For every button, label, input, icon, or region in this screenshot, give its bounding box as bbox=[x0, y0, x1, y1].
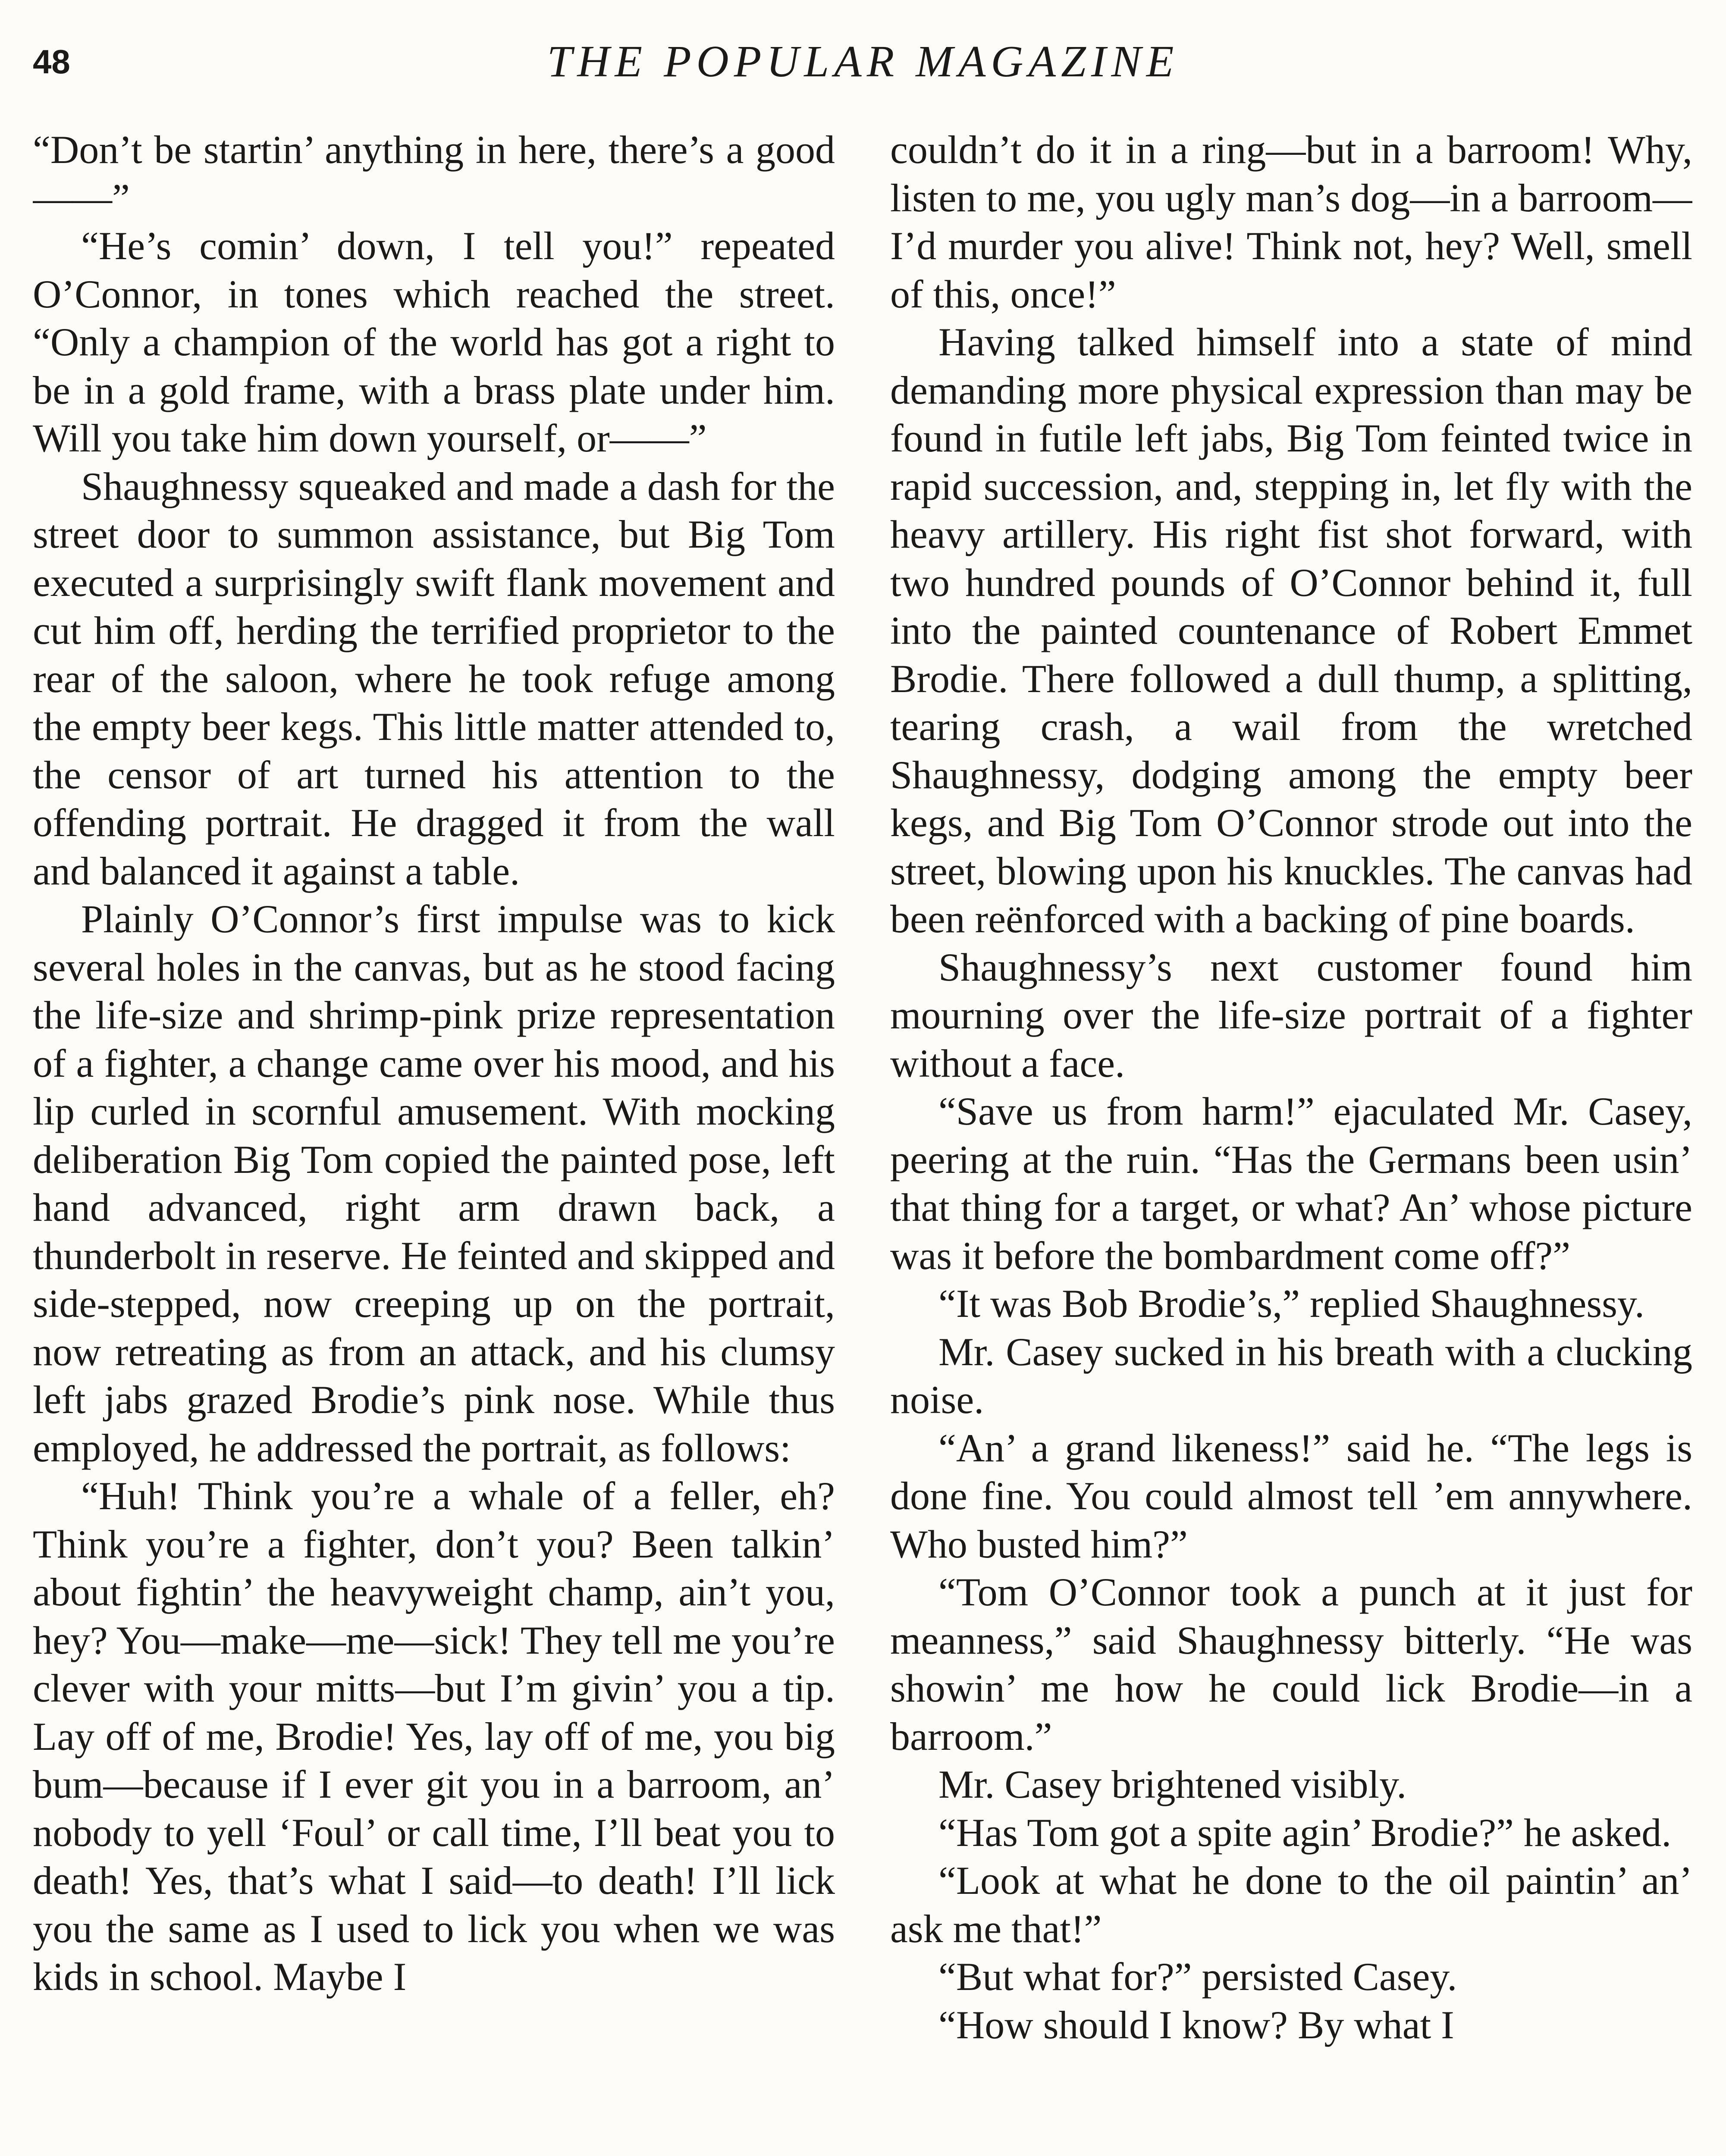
paragraph: Mr. Casey sucked in his breath with a clucking noise. bbox=[890, 1329, 1692, 1422]
paragraph: Having talked himself into a state of mind demanding more physical expression than may be found in futile left jabs, Big Tom feinted twice in rapid succession, and, stepping in, let fly with the heavy artillery. His right fist shot forward, with two hundred pounds of O’Connor behind it, full into the painted countenance of Robert Emmet Brodie. There followed a dull thump, a splitting, tearing crash, a wail from the wretched Shaughnessy, dodging among the empty beer kegs, and Big Tom O’Connor strode out into the street, blowing upon his knuckles. The canvas had been reënforced with a backing of pine boards. bbox=[890, 320, 1692, 941]
running-title: THE POPULAR MAGAZINE bbox=[547, 37, 1179, 86]
paragraph: “Don’t be startin’ anything in here, there’s a good——” bbox=[33, 128, 835, 220]
paragraph: “Has Tom got a spite agin’ Brodie?” he asked. bbox=[938, 1810, 1672, 1855]
paragraph: Shaughnessy’s next customer found him mourning over the life-size portrait of a fighter without a face. bbox=[890, 945, 1692, 1085]
paragraph: “But what for?” persisted Casey. bbox=[938, 1955, 1457, 1999]
right-text-column bbox=[890, 126, 1692, 2156]
paragraph: Plainly O’Connor’s first impulse was to kick several holes in the canvas, but as he stood facing the life-size and shrimp-pink prize representation of a fighter, a change came over his mood, and his lip curled in scornful amusement. With mocking deliberation Big Tom copied the painted pose, left hand advanced, right arm drawn back, a thunderbolt in reserve. He feinted and skipped and side-stepped, now creeping up on the portrait, now retreating as from an attack, and his clumsy left jabs grazed Brodie’s pink nose. While thus employed, he addressed the portrait, as follows: bbox=[33, 897, 835, 1470]
paragraph: “Huh! Think you’re a whale of a feller, eh? Think you’re a fighter, don’t you? Been talkin’ about fightin’ the heavyweight champ, ain’t you, hey? You—make—me—sick! They tell me you’re clever with your mitts—but I’m givin’ you a tip. Lay off of me, Brodie! Yes, lay off of me, you big bum—because if I ever git you in a barroom, an’ nobody to yell ‘Foul’ or call time, I’ll beat you to death! Yes, that’s what I said—to death! I’ll lick you the same as I used to lick you when we was kids in school. Maybe I bbox=[33, 1474, 835, 1999]
paragraph: “Save us from harm!” ejaculated Mr. Casey, peering at the ruin. “Has the Germans been usin’ that thing for a target, or what? An’ whose picture was it before the bombardment come off?” bbox=[890, 1089, 1692, 1278]
paragraph: Shaughnessy squeaked and made a dash for the street door to summon assistance, but Big Tom executed a surprisingly swift flank movement and cut him off, herding the terrified proprietor to the rear of the saloon, where he took refuge among the empty beer kegs. This little matter attended to, the censor of art turned his attention to the offending portrait. He dragged it from the wall and balanced it against a table. bbox=[33, 464, 835, 893]
paragraph: “How should I know? By what I bbox=[938, 2002, 1454, 2047]
paragraph: Mr. Casey brightened visibly. bbox=[938, 1762, 1407, 1806]
paragraph: couldn’t do it in a ring—but in a barroom! Why, listen to me, you ugly man’s dog—in a barroom—I’d murder you alive! Think not, hey? Well, smell of this, once!” bbox=[890, 128, 1692, 316]
paragraph: “Look at what he done to the oil paintin’ an’ ask me that!” bbox=[890, 1858, 1692, 1951]
page-header bbox=[33, 38, 1693, 98]
left-text-column bbox=[33, 126, 835, 2156]
paragraph: “He’s comin’ down, I tell you!” repeated O’Connor, in tones which reached the street. “Only a champion of the world has got a right to be in a gold frame, with a brass plate under him. Will you take him down yourself, or——” bbox=[33, 224, 835, 460]
paragraph: “Tom O’Connor took a punch at it just for meanness,” said Shaughnessy bitterly. “He was showin’ me how he could lick Brodie—in a barroom.” bbox=[890, 1570, 1692, 1758]
paragraph: “An’ a grand likeness!” said he. “The legs is done fine. You could almost tell ’em annywhere. Who busted him?” bbox=[890, 1426, 1692, 1566]
paragraph: “It was Bob Brodie’s,” replied Shaughnessy. bbox=[938, 1282, 1644, 1326]
page-number: 48 bbox=[33, 43, 70, 81]
